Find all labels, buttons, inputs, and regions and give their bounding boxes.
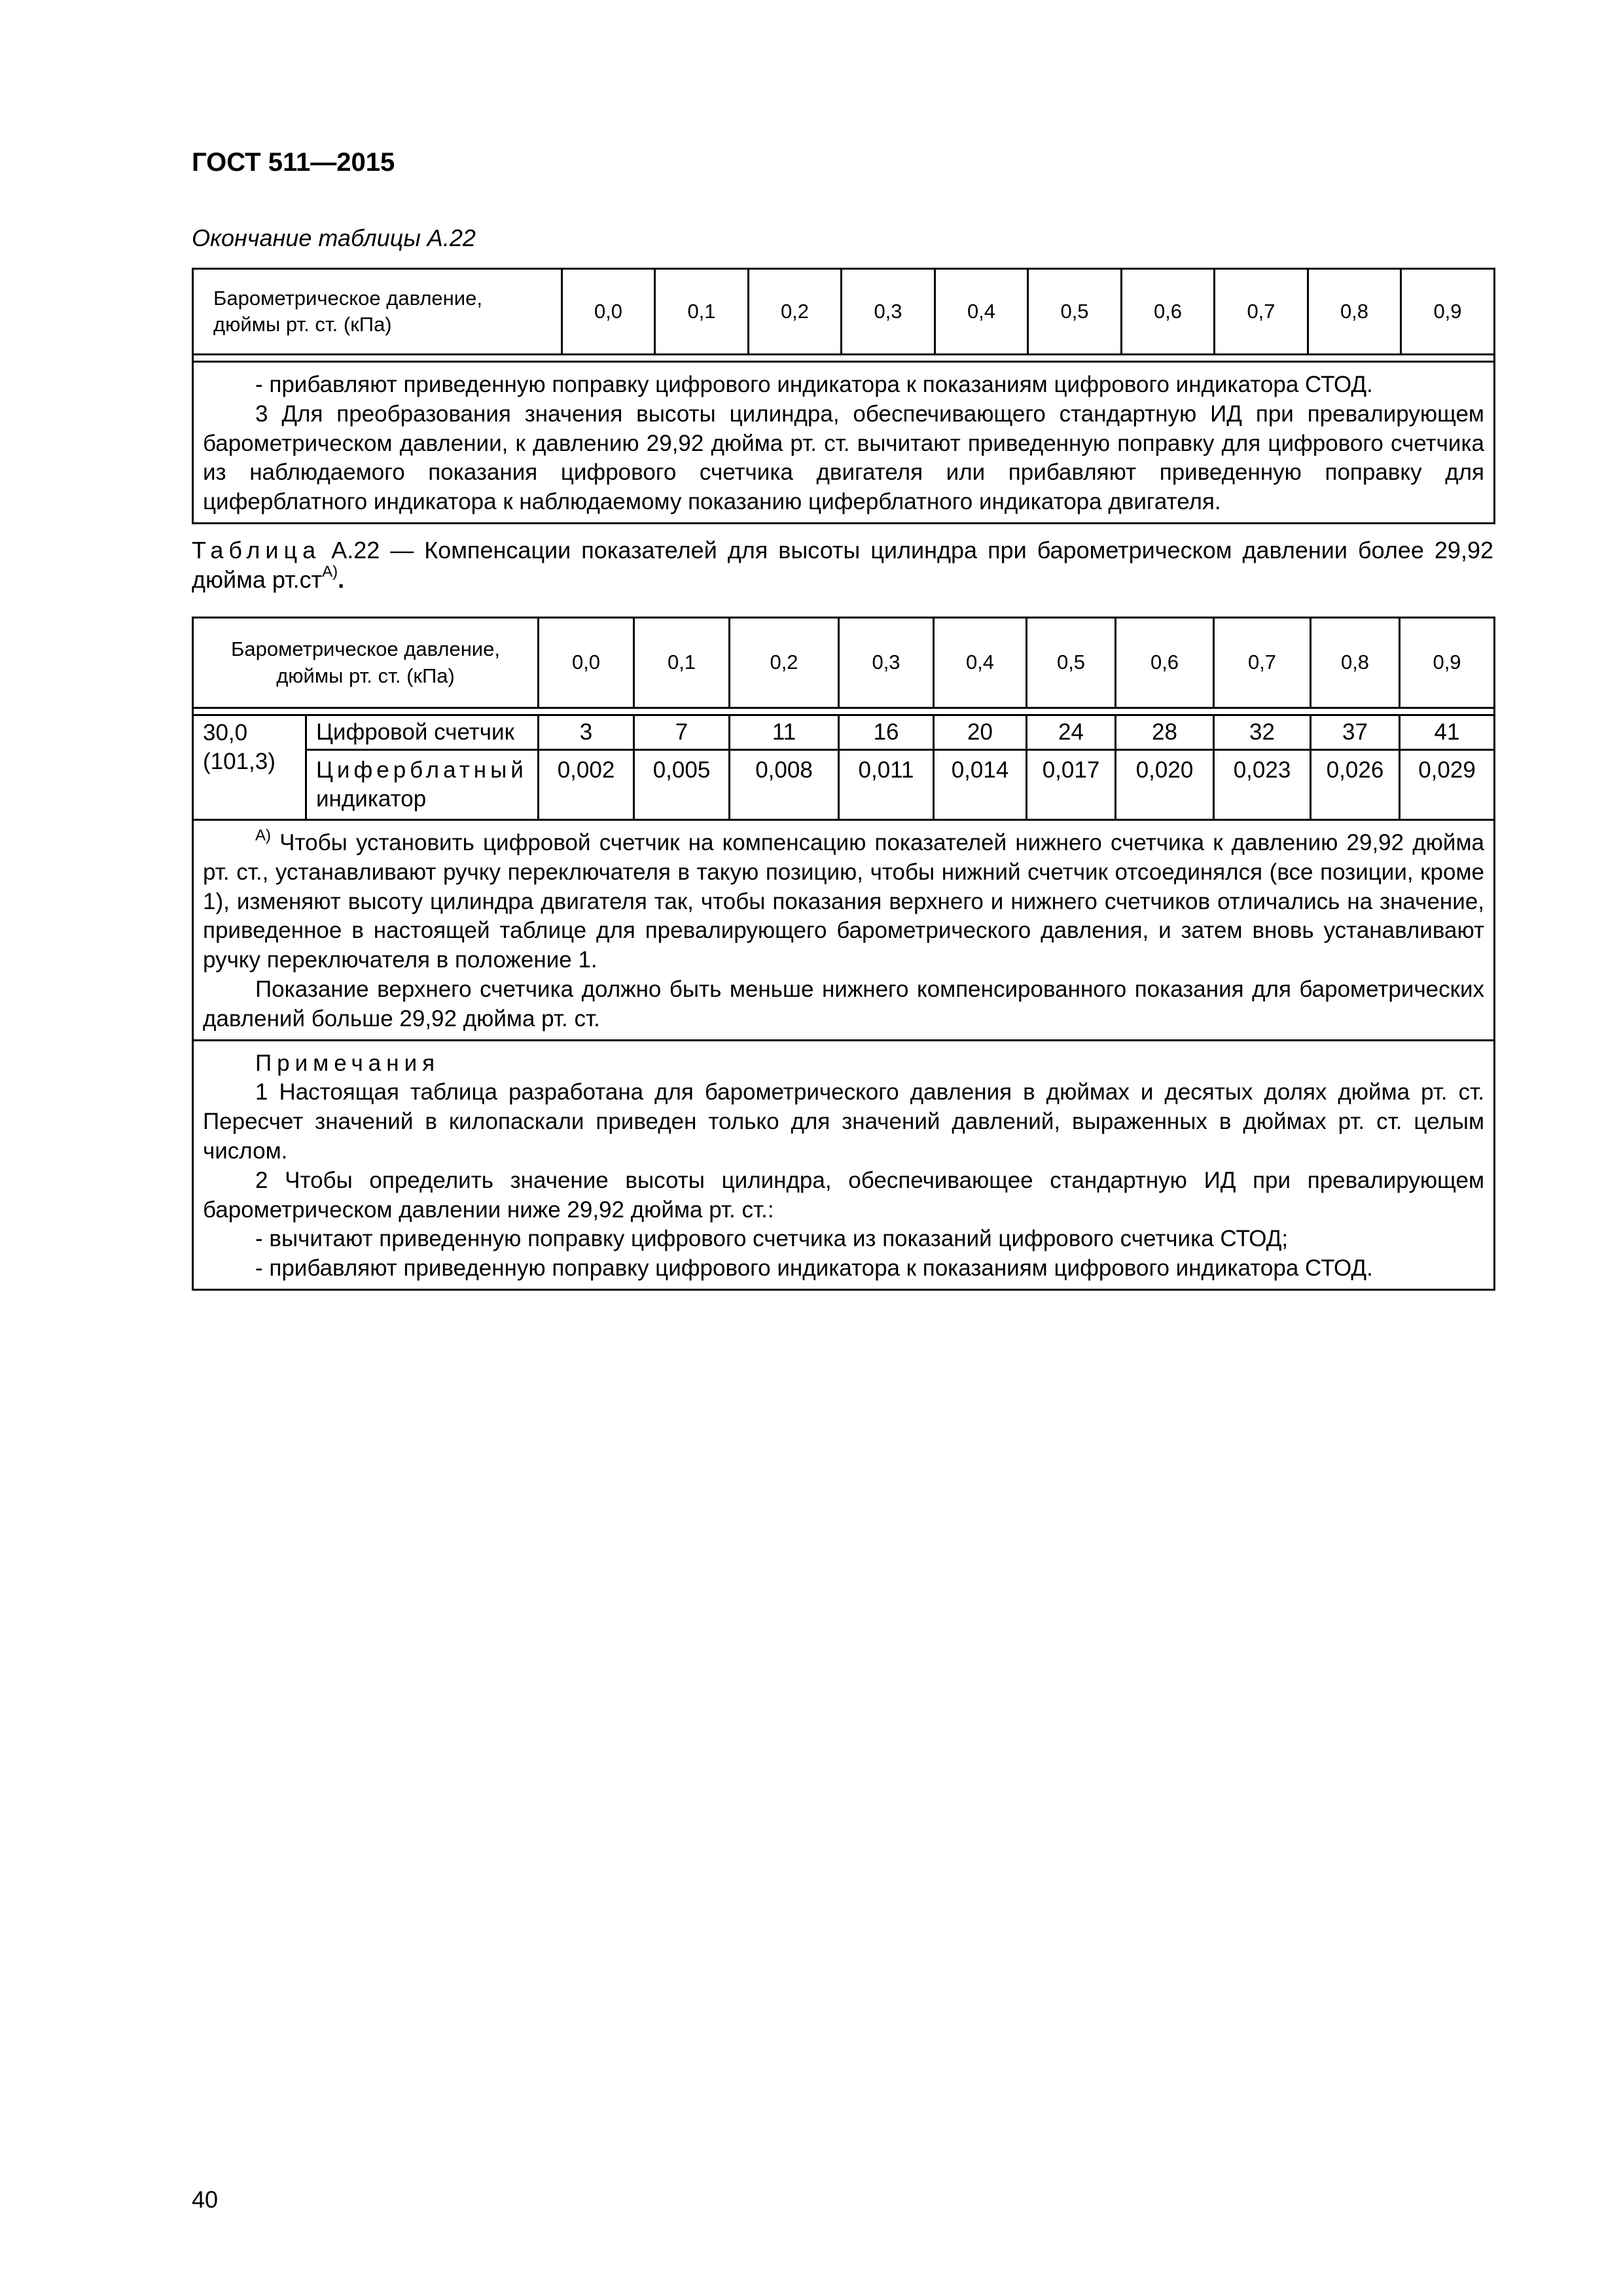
- table-cell: 0,002: [539, 750, 634, 820]
- table-row: [193, 715, 1495, 750]
- column-header: 0,8: [1308, 269, 1401, 355]
- column-header: 0,4: [934, 618, 1027, 708]
- table-cell: 0,011: [839, 750, 934, 820]
- footnote-row: [193, 820, 1495, 1041]
- table-cell: 11: [730, 715, 839, 750]
- note-2: 2 Чтобы определить значение высоты цилиндра, обеспечивающее стандартную ИД при превалирующем барометрическом давлении ниже 29,92 дюйма рт. ст.:: [203, 1167, 1485, 1223]
- table-cell: 37: [1311, 715, 1400, 750]
- table-title-text: А.22 — Компенсации показателей для высоты цилиндра при барометрическом давлении более 29,92 дюйма рт.ст: [192, 537, 1493, 593]
- table-cell: 32: [1214, 715, 1311, 750]
- pressure-cell: [193, 715, 306, 820]
- column-header: 0,0: [539, 618, 634, 708]
- note-cell: [193, 362, 1495, 524]
- note-2-item: - прибавляют приведенную поправку цифрового индикатора к показаниям цифрового индикатора СТОД.: [255, 1255, 1373, 1282]
- header-row: [193, 269, 1495, 355]
- column-header: 0,1: [634, 618, 730, 708]
- table-cell: 0,026: [1311, 750, 1400, 820]
- row-label: [306, 750, 539, 820]
- continuation-table: [192, 268, 1495, 524]
- table-title-sup: А): [322, 563, 338, 581]
- separator-row: [193, 355, 1495, 362]
- notes-cell: [193, 1040, 1495, 1289]
- column-header: 0,7: [1214, 618, 1311, 708]
- pressure-kpa: (101,3): [203, 748, 276, 774]
- header-label-cell: [193, 269, 562, 355]
- compensation-table: [192, 617, 1495, 1291]
- table-title-prefix: Таблица: [192, 537, 321, 564]
- continuation-caption: Окончание таблицы А.22: [192, 224, 476, 251]
- table-cell: 3: [539, 715, 634, 750]
- column-header: 0,4: [935, 269, 1028, 355]
- table-row: [193, 750, 1495, 820]
- column-header: 0,6: [1122, 269, 1215, 355]
- separator-row: [193, 708, 1495, 715]
- table-cell: 0,005: [634, 750, 730, 820]
- row-label: Цифровой счетчик: [306, 715, 539, 750]
- table-title-suffix: .: [338, 566, 345, 593]
- table-cell: 0,029: [1400, 750, 1495, 820]
- note-2-item: - вычитают приведенную поправку цифрового счетчика из показаний цифрового счетчика СТОД;: [255, 1226, 1289, 1252]
- table-cell: 24: [1027, 715, 1116, 750]
- note-row: [193, 362, 1495, 524]
- table-cell: 20: [934, 715, 1027, 750]
- header-label-line: Барометрическое давление,: [213, 286, 482, 310]
- table-cell: 41: [1400, 715, 1495, 750]
- header-row: [193, 618, 1495, 708]
- header-label-line: Барометрическое давление,: [231, 637, 500, 661]
- header-label-line: дюймы рт. ст. (кПа): [276, 664, 455, 687]
- footnote-marker: А): [255, 827, 271, 844]
- column-header: 0,3: [839, 618, 934, 708]
- table-cell: 16: [839, 715, 934, 750]
- column-header: 0,7: [1215, 269, 1308, 355]
- column-header: 0,6: [1116, 618, 1214, 708]
- table-cell: 0,014: [934, 750, 1027, 820]
- page-number: 40: [192, 2186, 219, 2213]
- row-label-line: Циферблатный: [316, 757, 527, 783]
- column-header: 0,0: [562, 269, 655, 355]
- footnote-paragraph: [203, 829, 1484, 975]
- column-header: 0,9: [1400, 618, 1495, 708]
- column-header: 0,5: [1028, 269, 1122, 355]
- header-label-cell: [193, 618, 539, 708]
- column-header: 0,5: [1027, 618, 1116, 708]
- column-header: 0,9: [1401, 269, 1495, 355]
- table-cell: 0,017: [1027, 750, 1116, 820]
- footnote-cell: [193, 820, 1495, 1041]
- notes-row: [193, 1040, 1495, 1289]
- table-cell: 0,020: [1116, 750, 1214, 820]
- table-cell: 7: [634, 715, 730, 750]
- column-header: 0,3: [842, 269, 935, 355]
- note-1: 1 Настоящая таблица разработана для барометрического давления в дюймах и десятых долях дюйма рт. ст. Пересчет значений в килопаскали приведен только для значений давлений, выраженных в дюймах рт. ст. целым числом.: [203, 1079, 1485, 1164]
- table-cell: 0,023: [1214, 750, 1311, 820]
- column-header: 0,8: [1311, 618, 1400, 708]
- separator-cell: [193, 355, 1495, 362]
- document-header: ГОСТ 511—2015: [192, 148, 395, 177]
- table-title: [192, 535, 1493, 594]
- footnote-paragraph: Показание верхнего счетчика должно быть меньше нижнего компенсированного показания для барометрических давлений больше 29,92 дюйма рт. ст.: [203, 976, 1485, 1031]
- column-header: 0,2: [730, 618, 839, 708]
- note-line: - прибавляют приведенную поправку цифрового индикатора к показаниям цифрового индикатора СТОД.: [255, 372, 1373, 397]
- table-cell: 0,008: [730, 750, 839, 820]
- footnote-text: Чтобы установить цифровой счетчик на компенсацию показателей нижнего счетчика к давлению 29,92 дюйма рт. ст., устанавливают ручку переключателя в такую позицию, чтобы нижний счетчик отсоединялся (все позиции, кроме 1), изменяют высоту цилиндра двигателя так, чтобы показания верхнего и нижнего счетчиков отличались на значение, приведенное в настоящей таблице для превалирующего барометрического давления, и затем вновь устанавливают ручку переключателя в положение 1.: [203, 830, 1485, 973]
- separator-cell: [193, 708, 1495, 715]
- column-header: 0,2: [749, 269, 842, 355]
- header-label-line: дюймы рт. ст. (кПа): [213, 313, 392, 336]
- column-header: 0,1: [655, 269, 749, 355]
- row-label-line: индикатор: [316, 785, 427, 812]
- note-paragraph: 3 Для преобразования значения высоты цилиндра, обеспечивающего стандартную ИД при превалирующем барометрическом давлении, к давлению 29,92 дюйма рт. ст. вычитают приведенную поправку для цифрового счетчика из наблюдаемого показания цифрового счетчика двигателя или прибавляют приведенную поправку для циферблатного индикатора к наблюдаемому показанию циферблатного индикатора двигателя.: [203, 401, 1484, 515]
- pressure-value: 30,0: [203, 720, 248, 745]
- notes-title: Примечания: [255, 1050, 440, 1076]
- table-cell: 28: [1116, 715, 1214, 750]
